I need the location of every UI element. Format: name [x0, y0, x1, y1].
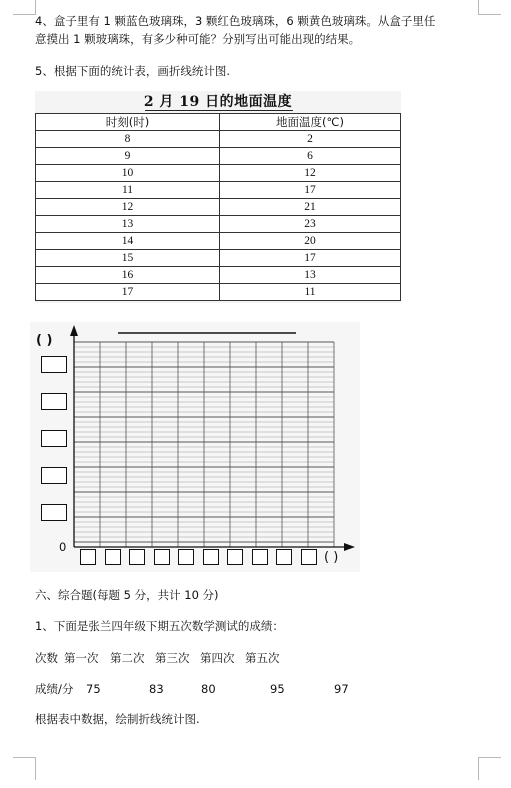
- table-row: [36, 233, 401, 250]
- row-header-4: 第四次: [200, 651, 235, 665]
- score-5: 97: [334, 682, 349, 696]
- x-axis-value-box[interactable]: [80, 549, 96, 565]
- row-header-3: 第三次: [155, 651, 190, 665]
- y-axis-arrow-icon: [70, 325, 78, 336]
- row-header-1: 第一次: [64, 651, 99, 665]
- corner-mark-bottom-right: [478, 757, 501, 780]
- cell-temperature: 20: [220, 233, 401, 250]
- cell-temperature: 13: [220, 267, 401, 284]
- cell-time: 9: [36, 148, 220, 165]
- question-4-line-1: 4、盒子里有 1 颗蓝色玻璃珠，3 颗红色玻璃珠，6 颗黄色玻璃珠。从盒子里任: [35, 14, 436, 28]
- cell-time: 11: [36, 182, 220, 199]
- x-axis-value-box[interactable]: [154, 549, 170, 565]
- x-axis-value-box[interactable]: [227, 549, 243, 565]
- x-axis-unit-label: ( ): [324, 550, 339, 565]
- section-6-instruction: 根据表中数据，绘制折线统计图.: [35, 712, 200, 726]
- corner-mark-top-left: [13, 0, 36, 15]
- cell-temperature: 17: [220, 250, 401, 267]
- row-header-5: 第五次: [245, 651, 280, 665]
- y-axis-unit-label: ( ): [36, 333, 53, 348]
- score-4: 95: [270, 682, 285, 696]
- table-row: [36, 131, 401, 148]
- section-6-question-1-intro: 1、下面是张兰四年级下期五次数学测试的成绩：: [35, 619, 284, 633]
- cell-time: 15: [36, 250, 220, 267]
- row-header-2: 第二次: [110, 651, 145, 665]
- cell-temperature: 6: [220, 148, 401, 165]
- table-title-text: 2 月 19 日的地面温度: [143, 94, 293, 110]
- x-axis-value-box[interactable]: [178, 549, 194, 565]
- cell-temperature: 2: [220, 131, 401, 148]
- cell-temperature: 23: [220, 216, 401, 233]
- x-axis-value-box[interactable]: [276, 549, 292, 565]
- corner-mark-bottom-left: [13, 757, 36, 780]
- score-1: 75: [86, 682, 101, 696]
- table-row: [36, 182, 401, 199]
- x-axis-value-box[interactable]: [129, 549, 145, 565]
- table-row: [36, 216, 401, 233]
- y-axis-value-box[interactable]: [41, 393, 67, 410]
- cell-time: 17: [36, 284, 220, 301]
- section-6-heading: 六、综合题(每题 5 分，共计 10 分): [35, 588, 219, 602]
- cell-temperature: 17: [220, 182, 401, 199]
- title-underline: [145, 110, 293, 111]
- question-4-line-2: 意摸出 1 颗玻璃珠，有多少种可能？分别写出可能出现的结果。: [35, 32, 361, 46]
- cell-time: 16: [36, 267, 220, 284]
- x-axis-value-box[interactable]: [301, 549, 317, 565]
- corner-mark-top-right: [478, 0, 501, 15]
- grid-lines: [74, 342, 334, 547]
- header-temperature: 地面温度(℃): [220, 114, 401, 131]
- score-label: 成绩/分: [35, 682, 74, 696]
- table-row: [36, 267, 401, 284]
- cell-time: 10: [36, 165, 220, 182]
- cell-temperature: 11: [220, 284, 401, 301]
- table-title: [35, 91, 401, 113]
- table-row: [36, 250, 401, 267]
- origin-label: 0: [59, 540, 67, 554]
- table-row: [36, 284, 401, 301]
- temperature-table: [35, 91, 401, 303]
- chart-grid-svg: [30, 322, 360, 572]
- blank-line-chart: [30, 322, 360, 572]
- cell-time: 8: [36, 131, 220, 148]
- y-axis-value-box[interactable]: [41, 430, 67, 447]
- table-header-row: [36, 114, 401, 131]
- question-5-text: 5、根据下面的统计表，画折线统计图.: [35, 64, 230, 78]
- y-axis-value-box[interactable]: [41, 356, 67, 373]
- table-row: [36, 165, 401, 182]
- row-header-label: 次数: [35, 651, 58, 665]
- x-axis-arrow-icon: [344, 543, 355, 551]
- cell-time: 12: [36, 199, 220, 216]
- x-axis-value-box[interactable]: [105, 549, 121, 565]
- score-3: 80: [201, 682, 216, 696]
- cell-temperature: 12: [220, 165, 401, 182]
- y-axis-value-box[interactable]: [41, 467, 67, 484]
- y-axis-value-box[interactable]: [41, 504, 67, 521]
- table-row: [36, 148, 401, 165]
- score-2: 83: [149, 682, 164, 696]
- cell-time: 14: [36, 233, 220, 250]
- header-time: 时刻(时): [36, 114, 220, 131]
- data-table: [35, 113, 401, 301]
- cell-temperature: 21: [220, 199, 401, 216]
- x-axis-value-box[interactable]: [252, 549, 268, 565]
- x-axis-value-box[interactable]: [203, 549, 219, 565]
- cell-time: 13: [36, 216, 220, 233]
- table-row: [36, 199, 401, 216]
